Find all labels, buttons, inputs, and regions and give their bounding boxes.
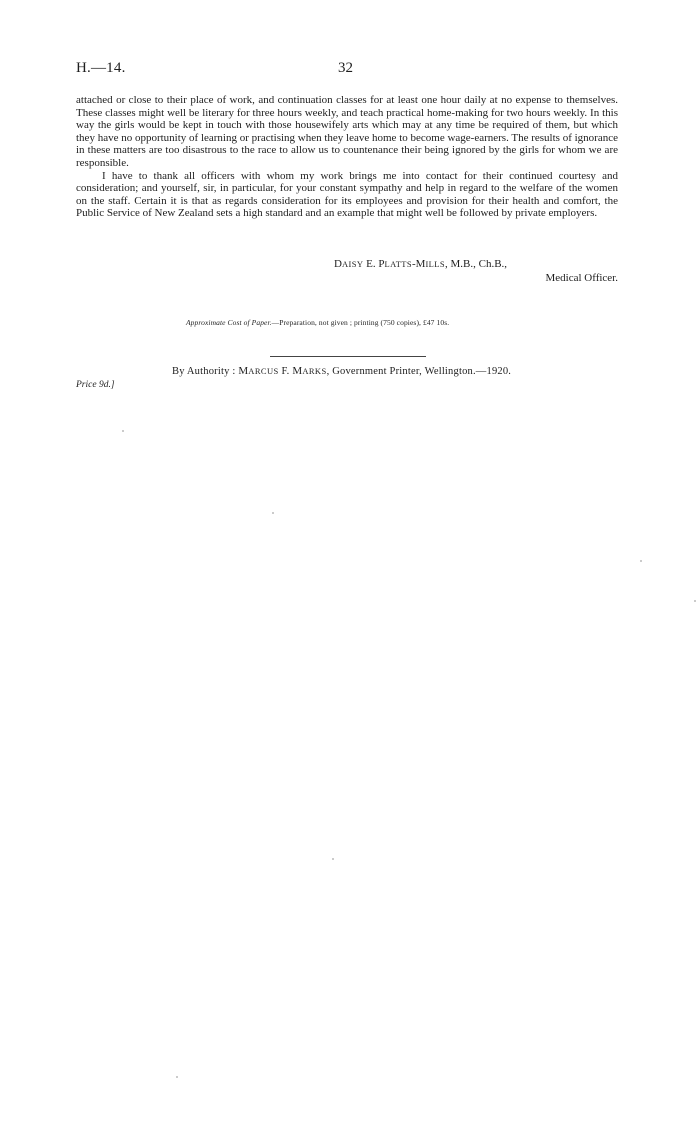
signature-block — [334, 257, 621, 285]
imprint-initial-m1: M — [238, 365, 249, 377]
scan-speck — [694, 600, 696, 602]
price-note: Price 9d.] — [76, 380, 115, 390]
name-part-latts: LATTS — [384, 259, 412, 269]
cost-note-lead: Approximate Cost of Paper. — [186, 318, 272, 327]
name-part-aisy: AISY — [341, 259, 364, 269]
scan-speck — [332, 858, 334, 860]
cost-note — [186, 318, 449, 327]
body-text — [76, 94, 618, 220]
paragraph-continuation: attached or close to their place of work, and continuation classes for at least one hour daily at no expense to themselves. These classes might well be literary for three hours weekly, and teach practical home-making for two hours weekly. In this way the girls would be kept in touch with those housewifely arts which may at any time be required of them, but which they have no opportunity of learning or practising when they leave home to become wage-earners. The results of ignorance in these matters are too disastrous to the race to allow us to countenance their being ignored by the girls for whom we are responsible. — [76, 94, 618, 169]
name-part-ills: ILLS — [425, 259, 445, 269]
document-reference: H.—14. — [76, 60, 126, 76]
scan-speck — [272, 512, 274, 514]
name-initial-d: D — [334, 258, 342, 270]
scan-speck — [176, 1076, 178, 1078]
divider-rule — [270, 356, 426, 357]
imprint-part-arcus: ARCUS — [248, 366, 279, 376]
signatory-name — [334, 257, 621, 271]
imprint-part-arks: ARKS — [302, 366, 327, 376]
cost-note-detail: —Preparation, not given ; printing (750 copies), £47 10s. — [271, 318, 450, 327]
name-part-e: E. — [363, 258, 379, 270]
imprint-initial-m2: M — [292, 365, 303, 377]
imprint-part-f: F. — [278, 366, 293, 377]
scan-speck — [640, 560, 642, 562]
scan-speck — [122, 430, 124, 432]
paragraph-thanks: I have to thank all officers with whom my work brings me into contact for their continued courtesy and consideration; and yourself, sir, in particular, for your constant sympathy and help in regard to the welfare of the women on the staff. Certain it is that as regards consideration for its employees and provision for their health and comfort, the Public Service of New Zealand sets a high standard and an example that might well be followed by private employers. — [76, 169, 618, 220]
imprint-by-authority: By Authority : — [172, 366, 239, 377]
page-number: 32 — [338, 60, 353, 76]
signatory-degrees: , M.B., Ch.B., — [445, 258, 508, 270]
printer-imprint — [172, 365, 511, 377]
signatory-role: Medical Officer. — [545, 272, 618, 284]
name-initial-m: M — [415, 258, 426, 270]
imprint-rest: , Government Printer, Wellington.—1920. — [326, 366, 512, 377]
name-initial-p: P — [378, 258, 385, 270]
name-hyphen: - — [412, 258, 416, 270]
